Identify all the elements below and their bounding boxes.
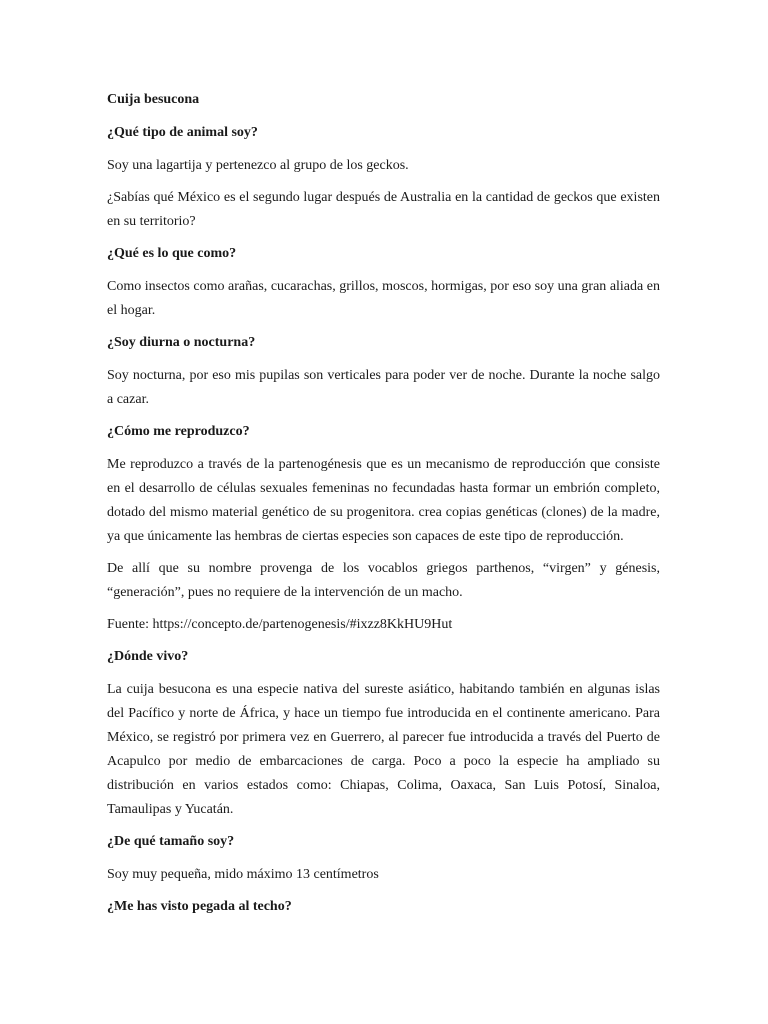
section-heading: ¿Dónde vivo? — [107, 649, 189, 664]
section-diet — [107, 242, 660, 323]
section-heading: ¿Qué es lo que como? — [107, 246, 237, 261]
section-heading: ¿Me has visto pegada al techo? — [107, 899, 292, 914]
paragraph: ¿Sabías qué México es el segundo lugar después de Australia en la cantidad de geckos que existen en su territorio? — [107, 190, 660, 229]
paragraph: La cuija besucona es una especie nativa del sureste asiático, habitando también en algunas islas del Pacífico y norte de África, y hace un tiempo fue introducida en el continente americano. Para México, se registró por primera vez en Guerrero, al parecer fue introducida a través del Puerto de Acapulco por medio de embarcaciones de carga. Poco a poco la especie ha ampliado su distribución en varios estados como: Chiapas, Colima, Oaxaca, San Luis Potosí, Sinaloa, Tamaulipas y Yucatán. — [107, 682, 660, 817]
section-size — [107, 830, 660, 887]
section-reproduction — [107, 420, 660, 637]
section-ceiling — [107, 895, 660, 919]
paragraph: Como insectos como arañas, cucarachas, grillos, moscos, hormigas, por eso soy una gran aliada en el hogar. — [107, 279, 660, 318]
paragraph: Me reproduzco a través de la partenogénesis que es un mecanismo de reproducción que consiste en el desarrollo de células sexuales femeninas no fecundadas hasta formar un embrión completo, dotado del mismo material genético de su progenitora. crea copias genéticas (clones) de la madre, ya que únicamente las hembras de ciertas especies son capaces de este tipo de reproducción. — [107, 457, 660, 544]
section-heading: ¿Soy diurna o nocturna? — [107, 335, 256, 350]
source-citation: Fuente: https://concepto.de/partenogenesis/#ixzz8KkHU9Hut — [107, 617, 453, 632]
document-page — [107, 88, 660, 928]
section-heading: ¿De qué tamaño soy? — [107, 834, 235, 849]
document-title: Cuija besucona — [107, 92, 200, 107]
section-habitat — [107, 645, 660, 822]
paragraph: Soy muy pequeña, mido máximo 13 centímetros — [107, 867, 379, 882]
section-heading: ¿Qué tipo de animal soy? — [107, 125, 258, 140]
section-activity — [107, 331, 660, 412]
section-animal-type — [107, 121, 660, 234]
paragraph: De allí que su nombre provenga de los vocablos griegos parthenos, “virgen” y génesis, “generación”, pues no requiere de la intervención de un macho. — [107, 561, 660, 600]
section-heading: ¿Cómo me reproduzco? — [107, 424, 250, 439]
paragraph: Soy nocturna, por eso mis pupilas son verticales para poder ver de noche. Durante la noche salgo a cazar. — [107, 368, 660, 407]
paragraph: Soy una lagartija y pertenezco al grupo de los geckos. — [107, 158, 409, 173]
